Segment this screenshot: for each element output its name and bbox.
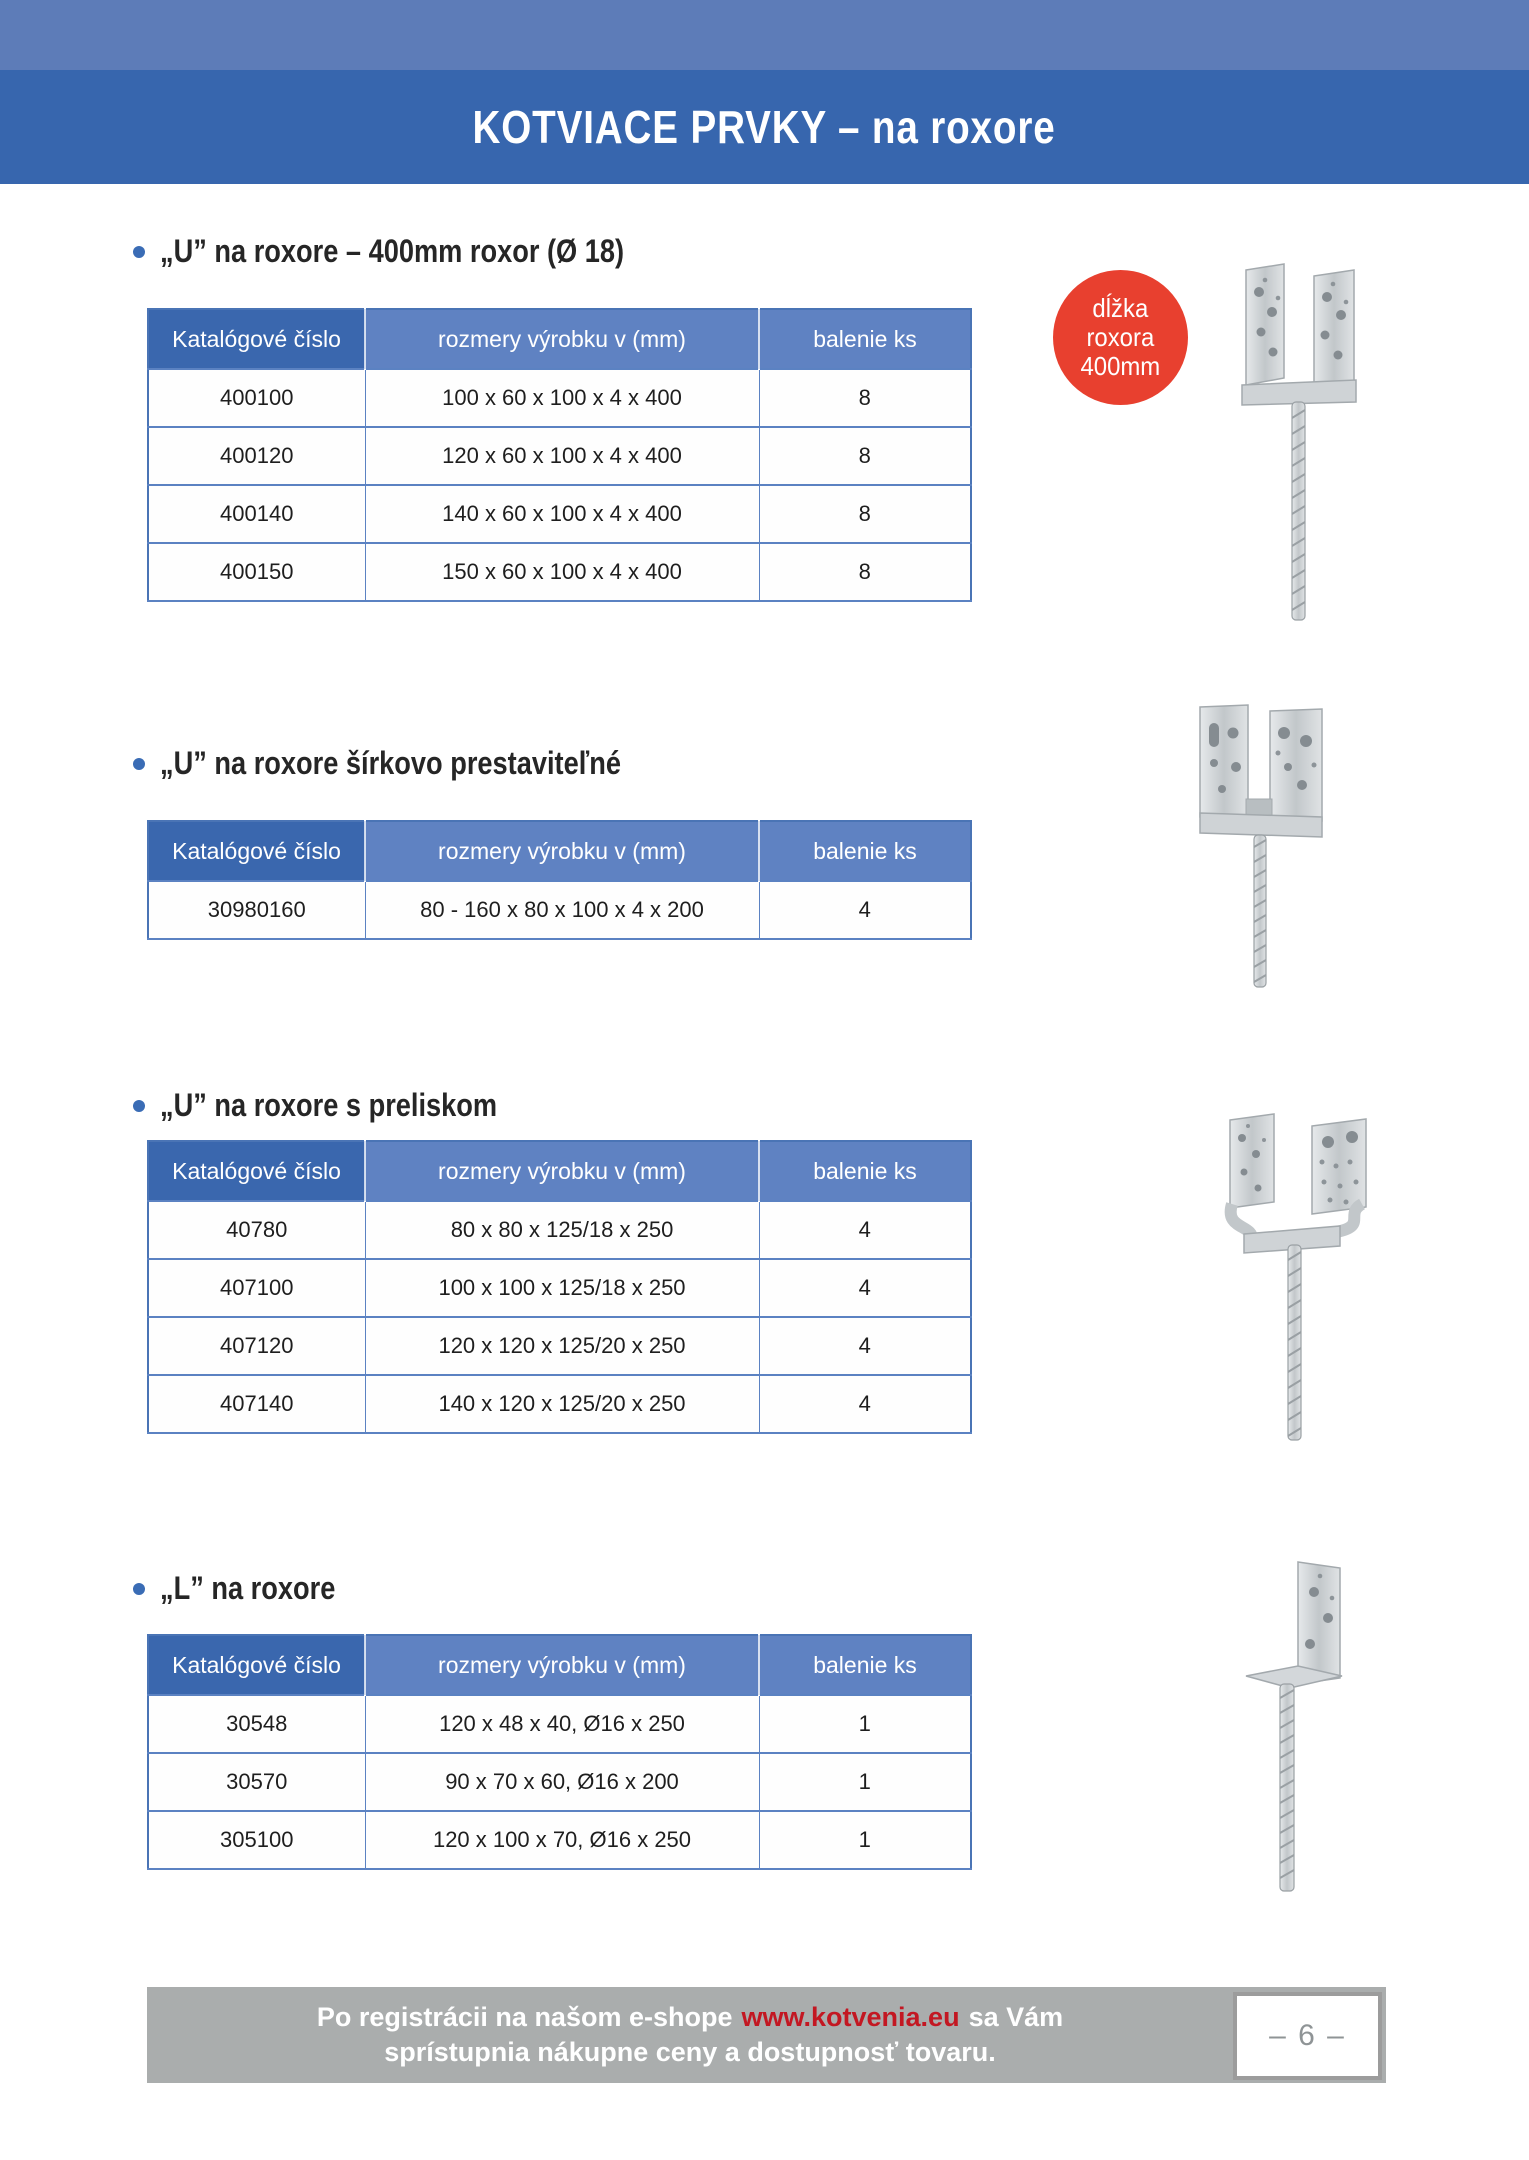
col-header-dimensions: rozmery výrobku v (mm) (365, 821, 759, 881)
table-row (148, 881, 971, 939)
col-header-dimensions: rozmery výrobku v (mm) (365, 309, 759, 369)
table-row (148, 1811, 971, 1869)
package-qty-cell: 4 (759, 1201, 971, 1259)
dimensions-cell: 140 x 60 x 100 x 4 x 400 (365, 485, 759, 543)
col-header-catalog-number: Katalógové číslo (148, 1635, 365, 1695)
section-heading-l (133, 1570, 366, 1607)
package-qty-cell: 4 (759, 1317, 971, 1375)
dimensions-cell: 100 x 100 x 125/18 x 250 (365, 1259, 759, 1317)
table-header-row (148, 821, 971, 881)
dimensions-cell: 120 x 48 x 40, Ø16 x 250 (365, 1695, 759, 1753)
package-qty-cell: 8 (759, 369, 971, 427)
badge-text: dĺžka roxora 400mm (1080, 292, 1161, 382)
section-title: „U” na roxore s preliskom (160, 1087, 498, 1123)
product-table-u-emboss (147, 1140, 972, 1434)
catalog-number-cell: 40780 (148, 1201, 365, 1259)
product-table-l (147, 1634, 972, 1870)
package-qty-cell: 8 (759, 485, 971, 543)
catalog-number-cell: 30980160 (148, 881, 365, 939)
col-header-catalog-number: Katalógové číslo (148, 821, 365, 881)
dimensions-cell: 140 x 120 x 125/20 x 250 (365, 1375, 759, 1433)
catalog-number-cell: 400150 (148, 543, 365, 601)
section-heading-u-emboss (133, 1087, 557, 1124)
table-header-row (148, 309, 971, 369)
catalog-number-cell: 407140 (148, 1375, 365, 1433)
package-qty-cell: 4 (759, 881, 971, 939)
dimensions-cell: 120 x 100 x 70, Ø16 x 250 (365, 1811, 759, 1869)
page-number-box (1233, 1992, 1382, 2080)
catalog-number-cell: 407120 (148, 1317, 365, 1375)
product-table-u-400mm (147, 308, 972, 602)
table-row (148, 369, 971, 427)
col-header-package: balenie ks (759, 1141, 971, 1201)
u-anchor-adjustable-image (1192, 695, 1332, 1000)
section-heading-u-adjustable (133, 745, 702, 782)
page-title: KOTVIACE PRVKY – na roxore (472, 101, 1057, 153)
catalog-number-cell: 400140 (148, 485, 365, 543)
dimensions-cell: 120 x 60 x 100 x 4 x 400 (365, 427, 759, 485)
u-anchor-emboss-image (1218, 1110, 1368, 1450)
section-title: „U” na roxore šírkovo prestaviteľné (160, 745, 621, 781)
title-band (0, 70, 1529, 184)
table-row (148, 1753, 971, 1811)
dimensions-cell: 150 x 60 x 100 x 4 x 400 (365, 543, 759, 601)
footer-text-after-link: sa Vám (968, 2001, 1064, 2032)
package-qty-cell: 4 (759, 1375, 971, 1433)
table-row (148, 427, 971, 485)
col-header-package: balenie ks (759, 821, 971, 881)
footer-note (147, 1987, 1233, 2083)
dimensions-cell: 100 x 60 x 100 x 4 x 400 (365, 369, 759, 427)
col-header-package: balenie ks (759, 1635, 971, 1695)
footer-text-line2: sprístupnia nákupne ceny a dostupnosť tovaru. (384, 2037, 996, 2067)
bullet-icon (133, 246, 145, 258)
table-row (148, 1317, 971, 1375)
section-heading-u-400mm (133, 233, 706, 270)
col-header-dimensions: rozmery výrobku v (mm) (365, 1635, 759, 1695)
footer-line-1 (317, 2000, 1063, 2035)
product-table-u-adjustable (147, 820, 972, 940)
u-anchor-400mm-rebar-image (1232, 252, 1367, 632)
table-row (148, 485, 971, 543)
dimensions-cell: 80 - 160 x 80 x 100 x 4 x 200 (365, 881, 759, 939)
dimensions-cell: 120 x 120 x 125/20 x 250 (365, 1317, 759, 1375)
page-number: – 6 – (1269, 2019, 1346, 2052)
dimensions-cell: 90 x 70 x 60, Ø16 x 200 (365, 1753, 759, 1811)
catalog-number-cell: 30548 (148, 1695, 365, 1753)
table-row (148, 543, 971, 601)
top-band (0, 0, 1529, 70)
col-header-dimensions: rozmery výrobku v (mm) (365, 1141, 759, 1201)
table-row (148, 1375, 971, 1433)
catalog-number-cell: 30570 (148, 1753, 365, 1811)
footer-shop-link[interactable]: www.kotvenia.eu (741, 2001, 960, 2032)
package-qty-cell: 8 (759, 543, 971, 601)
package-qty-cell: 1 (759, 1753, 971, 1811)
col-header-catalog-number: Katalógové číslo (148, 1141, 365, 1201)
catalog-number-cell: 400120 (148, 427, 365, 485)
bullet-icon (133, 758, 145, 770)
table-row (148, 1201, 971, 1259)
bullet-icon (133, 1583, 145, 1595)
footer-text-before-link: Po registrácii na našom e-shope (316, 2001, 733, 2032)
package-qty-cell: 4 (759, 1259, 971, 1317)
bullet-icon (133, 1100, 145, 1112)
package-qty-cell: 1 (759, 1695, 971, 1753)
col-header-package: balenie ks (759, 309, 971, 369)
footer-line-2 (384, 2035, 996, 2070)
catalog-number-cell: 400100 (148, 369, 365, 427)
table-header-row (148, 1141, 971, 1201)
table-header-row (148, 1635, 971, 1695)
table-row (148, 1695, 971, 1753)
catalog-number-cell: 407100 (148, 1259, 365, 1317)
dimensions-cell: 80 x 80 x 125/18 x 250 (365, 1201, 759, 1259)
l-anchor-image (1240, 1556, 1350, 1906)
section-title: „L” na roxore (160, 1570, 336, 1606)
col-header-catalog-number: Katalógové číslo (148, 309, 365, 369)
catalog-number-cell: 305100 (148, 1811, 365, 1869)
package-qty-cell: 8 (759, 427, 971, 485)
table-row (148, 1259, 971, 1317)
section-title: „U” na roxore – 400mm roxor (Ø 18) (160, 233, 625, 269)
rebar-length-badge (1053, 270, 1188, 405)
package-qty-cell: 1 (759, 1811, 971, 1869)
